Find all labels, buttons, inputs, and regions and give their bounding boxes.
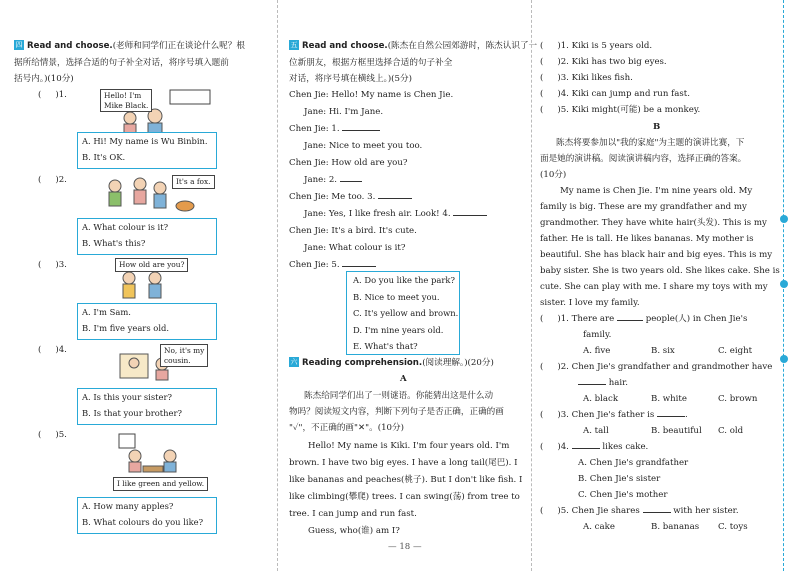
judge-3[interactable]: ( )3. Kiki likes fish. [540, 73, 633, 83]
section5-instr-line1: (陈杰在自然公园郊游时，陈杰认识了一 [387, 41, 538, 51]
mcq-2-cont: hair. [578, 377, 628, 390]
intro-b-line3: (10分) [540, 170, 567, 180]
option-b: B. Is that your brother? [82, 408, 182, 418]
mcq-1-option-b[interactable]: B. six [651, 346, 675, 356]
passage-b-line1: My name is Chen Jie. I'm nine years old. My [560, 186, 753, 196]
speech-bubble-q4-4: No, it's my cousin. [160, 344, 208, 367]
mcq-2-option-b[interactable]: B. white [651, 394, 687, 404]
mcq-5-option-c[interactable]: C. toys [718, 522, 748, 532]
mcq-3-option-c[interactable]: C. old [718, 426, 744, 436]
option-b: B. I'm five years old. [82, 323, 170, 333]
binding-hole-1 [780, 215, 788, 223]
column-divider-1 [277, 0, 278, 571]
choice-b: B. Nice to meet you. [353, 291, 440, 302]
intro-a-line3: "✓"，不正确的画"✕"。(10分) [289, 423, 404, 433]
dialogue-line-9: Chen Jie: It's a bird. It's cute. [289, 226, 417, 236]
passage-a-line5: tree. I can jump and run fast. [289, 509, 417, 519]
section4-instr-line1: (老师和同学们正在谈论什么呢？根 [112, 41, 245, 51]
page-number: — 18 — [388, 542, 422, 552]
section5-number: 五 [290, 41, 298, 49]
option-box-q4-3 [77, 303, 217, 340]
judge-1[interactable]: ( )1. Kiki is 5 years old. [540, 41, 653, 51]
sentence-choice-box [346, 271, 460, 355]
dialogue-line-11: Chen Jie: 5. [289, 259, 376, 272]
mcq-1[interactable]: ( )1. There are people(人) in Chen Jie's [540, 314, 748, 324]
binding-hole-2 [780, 280, 788, 288]
intro-b-line1: 陈杰将要参加以"我的家庭"为主题的演讲比赛，下 [556, 138, 745, 148]
option-box-q4-4 [77, 388, 217, 425]
mcq-1-cont: family. [583, 330, 612, 340]
part-b-label: B [653, 122, 661, 132]
judge-2[interactable]: ( )2. Kiki has two big eyes. [540, 57, 667, 67]
answer-paren-q4-2[interactable]: ( )2. [38, 175, 67, 185]
mcq-4[interactable]: ( )4. likes cake. [540, 442, 649, 452]
mcq-4-option-c[interactable]: C. Chen Jie's mother [578, 490, 668, 500]
dialogue-line-8: Jane: Yes, I like fresh air. Look! 4. [304, 208, 487, 221]
option-box-q4-5 [77, 497, 217, 534]
answer-paren-q4-4[interactable]: ( )4. [38, 345, 67, 355]
judge-4[interactable]: ( )4. Kiki can jump and run fast. [540, 89, 690, 99]
mcq-3-option-a[interactable]: A. tall [583, 426, 609, 436]
children-table-illustration [115, 430, 195, 480]
mcq-5[interactable]: ( )5. Chen Jie shares with her sister. [540, 506, 739, 516]
dialogue-line-10: Jane: What colour is it? [304, 243, 406, 253]
dialogue-line-4: Jane: Nice to meet you too. [304, 141, 423, 151]
section6-title: Reading comprehension. [302, 358, 423, 368]
passage-b-line7: cute. She can play with me. I share my toys with my [540, 282, 768, 292]
choice-e: E. What's that? [353, 341, 418, 351]
passage-a-line6: Guess, who(谁) am I? [308, 526, 400, 536]
choice-d: D. I'm nine years old. [353, 324, 444, 335]
choice-c: C. It's yellow and brown. [353, 308, 459, 318]
mcq-5-option-a[interactable]: A. cake [583, 522, 615, 532]
intro-a-line2: 物吗？阅读短文内容，判断下列句子是否正确，正确的画 [289, 407, 504, 417]
intro-b-line2: 面是她的演讲稿。阅读演讲稿内容，选择正确的答案。 [540, 154, 747, 164]
dialogue-line-7: Chen Jie: Me too. 3. [289, 191, 412, 204]
option-b: B. What's this? [82, 238, 146, 248]
answer-paren-q4-3[interactable]: ( )3. [38, 260, 67, 270]
section6-title-cn: (阅读理解。)(20分) [422, 358, 494, 368]
section6-header [289, 357, 494, 370]
choice-a: A. Do you like the park? [353, 275, 455, 285]
mcq-5-option-b[interactable]: B. bananas [651, 522, 700, 532]
option-box-q4-1 [77, 132, 217, 169]
judge-5[interactable]: ( )5. Kiki might(可能) be a monkey. [540, 105, 701, 115]
option-b: B. It's OK. [82, 152, 126, 162]
blank-5[interactable] [342, 266, 376, 267]
option-a: A. Hi! My name is Wu Binbin. [82, 136, 208, 146]
option-b: B. What colours do you like? [82, 517, 204, 527]
intro-a-line1: 陈杰给同学们出了一则谜语。你能猜出这是什么动 [304, 391, 494, 401]
dialogue-line-5: Chen Jie: How old are you? [289, 158, 408, 168]
mcq-4-option-b[interactable]: B. Chen Jie's sister [578, 474, 661, 484]
passage-b-line8: sister. I love my family. [540, 298, 640, 308]
binding-hole-3 [780, 355, 788, 363]
section5-title: Read and choose. [302, 41, 388, 51]
dialogue-line-1: Chen Jie: Hello! My name is Chen Jie. [289, 90, 454, 100]
section6-number: 六 [290, 358, 298, 366]
passage-a-line1: Hello! My name is Kiki. I'm four years old. I'm [308, 441, 510, 451]
section5-instr-line2: 位新朋友，根据方框里选择合适的句子补全 [289, 58, 453, 68]
section4-number: 四 [15, 41, 23, 49]
section5-header [289, 40, 537, 53]
option-a: A. What colour is it? [82, 222, 169, 232]
passage-b-line5: beautiful. She has black hair and big eyes. This is my [540, 250, 773, 260]
mcq-2-option-a[interactable]: A. black [583, 394, 619, 404]
mcq-3[interactable]: ( )3. Chen Jie's father is . [540, 410, 688, 420]
speech-bubble-q4-5: I like green and yellow. [113, 477, 208, 491]
option-box-q4-2 [77, 218, 217, 255]
mcq-2[interactable]: ( )2. Chen Jie's grandfather and grandmother have [540, 362, 773, 372]
speech-bubble-q4-2: It's a fox. [172, 175, 215, 189]
answer-paren-q4-1[interactable]: ( )1. [38, 90, 67, 100]
dialogue-line-3: Chen Jie: 1. [289, 123, 380, 136]
speech-bubble-q4-3: How old are you? [115, 258, 188, 272]
speech-bubble-q4-1: Hello! I'm Mike Black. [100, 89, 152, 112]
passage-b-line2: family is big. These are my grandfather and my [540, 202, 747, 212]
passage-b-line3: grandmother. They have white hair(头发). This is my [540, 218, 767, 228]
passage-a-line3: like bananas and peaches(桃子). But I don't like fish. I [289, 475, 523, 485]
section4-header [14, 40, 245, 53]
passage-a-line2: brown. I have two big eyes. I have a long tail(尾巴). I [289, 458, 518, 468]
part-a-label: A [400, 374, 407, 384]
option-a: A. How many apples? [82, 501, 174, 511]
dialogue-line-2: Jane: Hi. I'm Jane. [304, 107, 384, 117]
passage-a-line4: like climbing(攀爬) trees. I can swing(荡) from tree to [289, 492, 520, 502]
blank-1[interactable] [342, 130, 380, 131]
mcq-3-option-b[interactable]: B. beautiful [651, 426, 702, 436]
section4-instr-line2: 据所给情景，选择合适的句子补全对话，将序号填入题前 [14, 58, 229, 68]
dialogue-line-6: Jane: 2. [304, 174, 362, 187]
section4-title: Read and choose. [27, 41, 113, 51]
blank-3[interactable] [378, 198, 412, 199]
blank-4[interactable] [453, 215, 487, 216]
section4-instr-line3: 括号内。)(10分) [14, 74, 74, 84]
option-a: A. I'm Sam. [82, 307, 131, 317]
answer-paren-q4-5[interactable]: ( )5. [38, 430, 67, 440]
section5-instr-line3: 对话，将序号填在横线上。)(5分) [289, 74, 412, 84]
blank-2[interactable] [340, 181, 362, 182]
option-a: A. Is this your sister? [82, 392, 172, 402]
column-divider-2 [531, 0, 532, 571]
mcq-1-option-a[interactable]: A. five [583, 346, 611, 356]
mcq-2-option-c[interactable]: C. brown [718, 394, 758, 404]
passage-b-line6: baby sister. She is two years old. She likes cake. She is [540, 266, 780, 276]
mcq-1-option-c[interactable]: C. eight [718, 346, 753, 356]
mcq-4-option-a[interactable]: A. Chen Jie's grandfather [578, 458, 689, 468]
passage-b-line4: father. He is tall. He likes bananas. My mother is [540, 234, 754, 244]
boy-girl-illustration-3 [115, 270, 185, 304]
